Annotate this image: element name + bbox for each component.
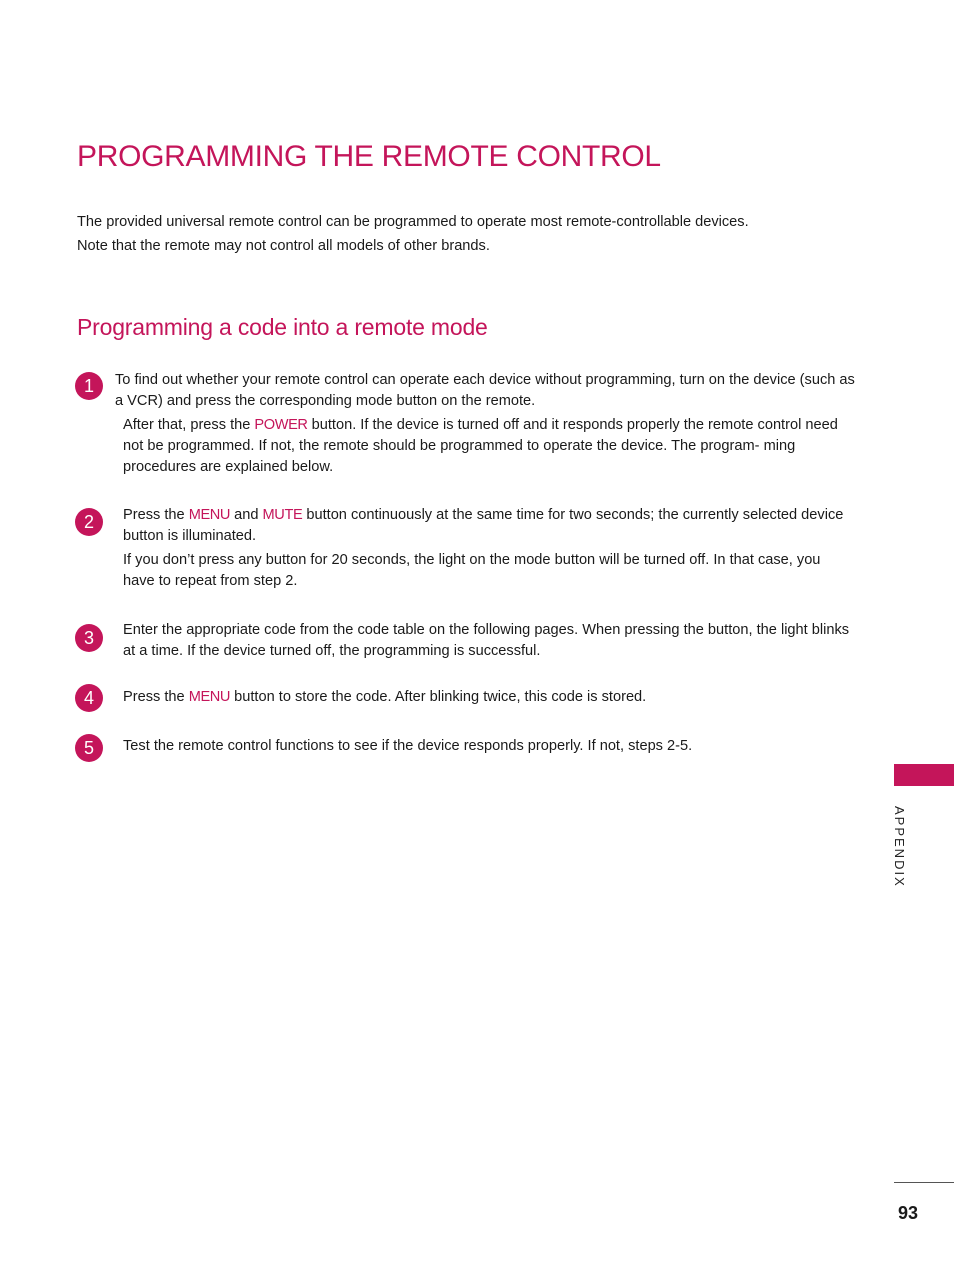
- step-2-paragraph-2: If you don’t press any button for 20 seconds, the light on the mode button will be turned off. In that case, you have to repeat from step 2.: [123, 552, 821, 589]
- side-tab-marker: [894, 764, 954, 786]
- step-number-badge: 5: [75, 734, 103, 762]
- step-4-paragraph-1: Press the MENU button to store the code. After blinking twice, this code is stored.: [123, 689, 647, 705]
- menu-keyword: MENU: [188, 689, 231, 705]
- section-title: Programming a code into a remote mode: [77, 314, 488, 340]
- step-1-paragraph-2: After that, press the POWER button. If the device is turned off and it responds properly the remote control need not be programmed. If not, the remote should be programmed to operate the device. The program- ming procedures are explained below.: [123, 417, 838, 475]
- page-title: PROGRAMMING THE REMOTE CONTROL: [77, 140, 661, 173]
- step-number-badge: 3: [75, 624, 103, 652]
- intro-paragraph: [77, 210, 837, 258]
- step-1-paragraph-1: To find out whether your remote control can operate each device without programming, turn on the device (such as a VCR) and press the corresponding mode button on the remote.: [115, 372, 855, 409]
- step-text: [123, 687, 853, 711]
- step-number-badge: 1: [75, 372, 103, 400]
- step-text: [123, 736, 853, 760]
- step-text: [115, 370, 855, 481]
- step-5-paragraph-1: Test the remote control functions to see if the device responds properly. If not, steps 2-5.: [123, 738, 693, 754]
- step-3-paragraph-1: Enter the appropriate code from the code table on the following pages. When pressing the button, the light blinks at a time. If the device turned off, the programming is successful.: [123, 622, 850, 659]
- step-2-paragraph-1: Press the MENU and MUTE button continuously at the same time for two seconds; the currently selected device button is illuminated.: [123, 507, 844, 544]
- footer-rule: [894, 1182, 954, 1183]
- side-tab-label: APPENDIX: [892, 806, 907, 888]
- intro-line-2: Note that the remote may not control all models of other brands.: [77, 238, 490, 254]
- mute-keyword: MUTE: [262, 507, 303, 523]
- step-number-badge: 4: [75, 684, 103, 712]
- step-text: [123, 505, 853, 595]
- page-number: 93: [897, 1203, 918, 1223]
- power-keyword: POWER: [254, 417, 308, 433]
- step-text: [123, 620, 853, 665]
- step-number-badge: 2: [75, 508, 103, 536]
- intro-line-1: The provided universal remote control can be programmed to operate most remote-controllable devices.: [77, 214, 749, 230]
- menu-keyword: MENU: [188, 507, 231, 523]
